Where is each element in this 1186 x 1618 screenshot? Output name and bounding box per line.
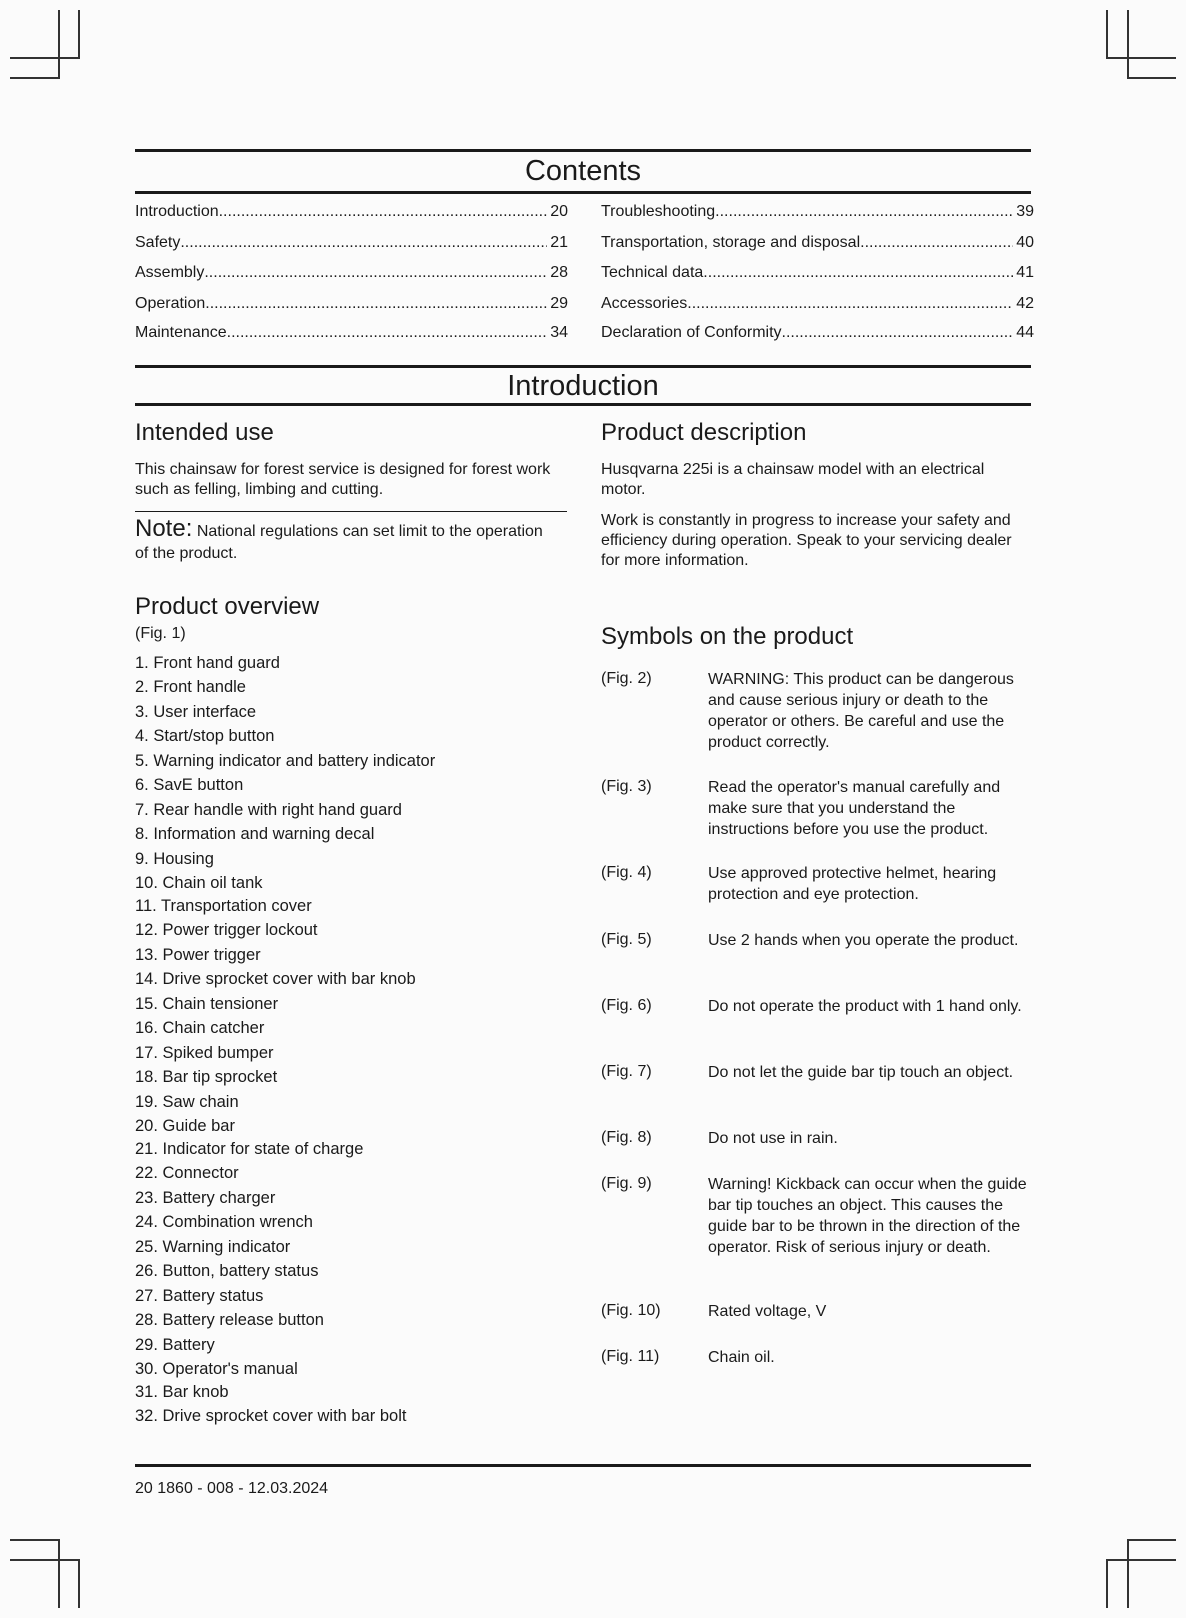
list-item: 2. Front handle bbox=[135, 678, 246, 696]
list-item: 9. Housing bbox=[135, 850, 214, 868]
list-item: 15. Chain tensioner bbox=[135, 995, 279, 1013]
list-item: 10. Chain oil tank bbox=[135, 874, 263, 892]
symbol-description: Do not operate the product with 1 hand only. bbox=[708, 998, 1022, 1015]
list-item: 3. User interface bbox=[135, 703, 257, 721]
symbol-fig-ref: (Fig. 3) bbox=[601, 778, 652, 795]
list-item: 8. Information and warning decal bbox=[135, 825, 375, 843]
toc-entry-accessories[interactable]: Accessories ..... 42 bbox=[601, 294, 1034, 314]
list-item: 21. Indicator for state of charge bbox=[135, 1140, 364, 1158]
symbol-fig-ref: (Fig. 4) bbox=[601, 864, 652, 881]
introduction-rule-bottom bbox=[135, 403, 1031, 406]
product-overview-fig: (Fig. 1) bbox=[135, 625, 186, 642]
toc-entry-safety[interactable]: Safety ..... 21 bbox=[135, 233, 568, 253]
intended-use-heading: Intended use bbox=[135, 419, 274, 446]
note-block bbox=[135, 515, 555, 565]
symbol-fig-ref: (Fig. 7) bbox=[601, 1063, 652, 1080]
symbol-description: Chain oil. bbox=[708, 1349, 775, 1366]
symbol-fig-ref: (Fig. 11) bbox=[601, 1348, 660, 1365]
list-item: 17. Spiked bumper bbox=[135, 1044, 274, 1062]
list-item: 18. Bar tip sprocket bbox=[135, 1068, 278, 1086]
toc-entry-technical-data[interactable]: Technical data ..... 41 bbox=[601, 263, 1034, 283]
symbol-fig-ref: (Fig. 10) bbox=[601, 1302, 661, 1319]
list-item: 22. Connector bbox=[135, 1164, 239, 1182]
list-item: 20. Guide bar bbox=[135, 1117, 235, 1135]
contents-title: Contents bbox=[524, 155, 642, 187]
footer-text: 20 1860 - 008 - 12.03.2024 bbox=[135, 1480, 329, 1497]
contents-rule-bottom bbox=[135, 191, 1031, 194]
symbol-description: Do not use in rain. bbox=[708, 1130, 838, 1147]
list-item: 12. Power trigger lockout bbox=[135, 921, 318, 939]
list-item: 28. Battery release button bbox=[135, 1311, 324, 1329]
symbol-description: Rated voltage, V bbox=[708, 1303, 827, 1320]
list-item: 19. Saw chain bbox=[135, 1093, 239, 1111]
list-item: 14. Drive sprocket cover with bar knob bbox=[135, 970, 416, 988]
symbols-heading: Symbols on the product bbox=[601, 623, 854, 650]
product-description-para1: Husqvarna 225i is a chainsaw model with an electrical motor. bbox=[601, 461, 985, 498]
list-item: 23. Battery charger bbox=[135, 1189, 276, 1207]
symbol-description: Use 2 hands when you operate the product. bbox=[708, 932, 1019, 949]
list-item: 4. Start/stop button bbox=[135, 727, 275, 745]
toc-entry-assembly[interactable]: Assembly ..... 28 bbox=[135, 263, 568, 283]
symbol-fig-ref: (Fig. 8) bbox=[601, 1129, 652, 1146]
product-description-heading: Product description bbox=[601, 419, 807, 446]
list-item: 13. Power trigger bbox=[135, 946, 261, 964]
list-item: 29. Battery bbox=[135, 1336, 215, 1354]
note-label: Note: bbox=[135, 515, 193, 542]
list-item: 25. Warning indicator bbox=[135, 1238, 291, 1256]
list-item: 11. Transportation cover bbox=[135, 897, 312, 915]
product-description-para2: Work is constantly in progress to increase your safety and efficiency during operation. Speak to your servicing dealer for more information. bbox=[601, 512, 1012, 569]
toc-entry-transportation[interactable]: Transportation, storage and disposal ..... 40 bbox=[601, 233, 1034, 253]
symbol-description: WARNING: This product can be dangerous and cause serious injury or death to the operator or others. Be careful and use the product correctly. bbox=[708, 671, 1014, 751]
symbol-description: Warning! Kickback can occur when the guide bar tip touches an object. This causes the guide bar to be thrown in the direction of the operator. Risk of serious injury or death. bbox=[708, 1176, 1027, 1256]
list-item: 16. Chain catcher bbox=[135, 1019, 265, 1037]
list-item: 5. Warning indicator and battery indicator bbox=[135, 752, 436, 770]
toc-entry-maintenance[interactable]: Maintenance ..... 34 bbox=[135, 323, 568, 343]
list-item: 6. SavE button bbox=[135, 776, 244, 794]
list-item: 7. Rear handle with right hand guard bbox=[135, 801, 402, 819]
footer-rule bbox=[135, 1464, 1031, 1467]
list-item: 1. Front hand guard bbox=[135, 654, 280, 672]
symbol-fig-ref: (Fig. 5) bbox=[601, 931, 652, 948]
symbol-description: Use approved protective helmet, hearing protection and eye protection. bbox=[708, 865, 997, 903]
list-item: 26. Button, battery status bbox=[135, 1262, 319, 1280]
symbol-description: Do not let the guide bar tip touch an object. bbox=[708, 1064, 1014, 1081]
symbol-fig-ref: (Fig. 2) bbox=[601, 670, 652, 687]
contents-rule-top bbox=[135, 149, 1031, 152]
list-item: 27. Battery status bbox=[135, 1287, 264, 1305]
toc-entry-declaration[interactable]: Declaration of Conformity ..... 44 bbox=[601, 323, 1034, 343]
list-item: 31. Bar knob bbox=[135, 1383, 229, 1401]
toc-entry-introduction[interactable]: Introduction ..... 20 bbox=[135, 202, 568, 222]
symbol-description: Read the operator's manual carefully and make sure that you understand the instructions before you use the product. bbox=[708, 779, 1001, 838]
toc-entry-troubleshooting[interactable]: Troubleshooting ..... 39 bbox=[601, 202, 1034, 222]
symbol-fig-ref: (Fig. 6) bbox=[601, 997, 652, 1014]
product-overview-heading: Product overview bbox=[135, 593, 320, 620]
intended-use-text: This chainsaw for forest service is designed for forest work such as felling, limbing and cutting. bbox=[135, 461, 551, 498]
note-divider bbox=[135, 511, 567, 512]
list-item: 24. Combination wrench bbox=[135, 1213, 313, 1231]
introduction-rule-top bbox=[135, 365, 1031, 368]
symbol-fig-ref: (Fig. 9) bbox=[601, 1175, 652, 1192]
introduction-title: Introduction bbox=[507, 370, 659, 402]
list-item: 32. Drive sprocket cover with bar bolt bbox=[135, 1407, 407, 1425]
note-text: National regulations can set limit to the operation of the product. bbox=[135, 523, 543, 562]
toc-entry-operation[interactable]: Operation ..... 29 bbox=[135, 294, 568, 314]
list-item: 30. Operator's manual bbox=[135, 1360, 298, 1378]
